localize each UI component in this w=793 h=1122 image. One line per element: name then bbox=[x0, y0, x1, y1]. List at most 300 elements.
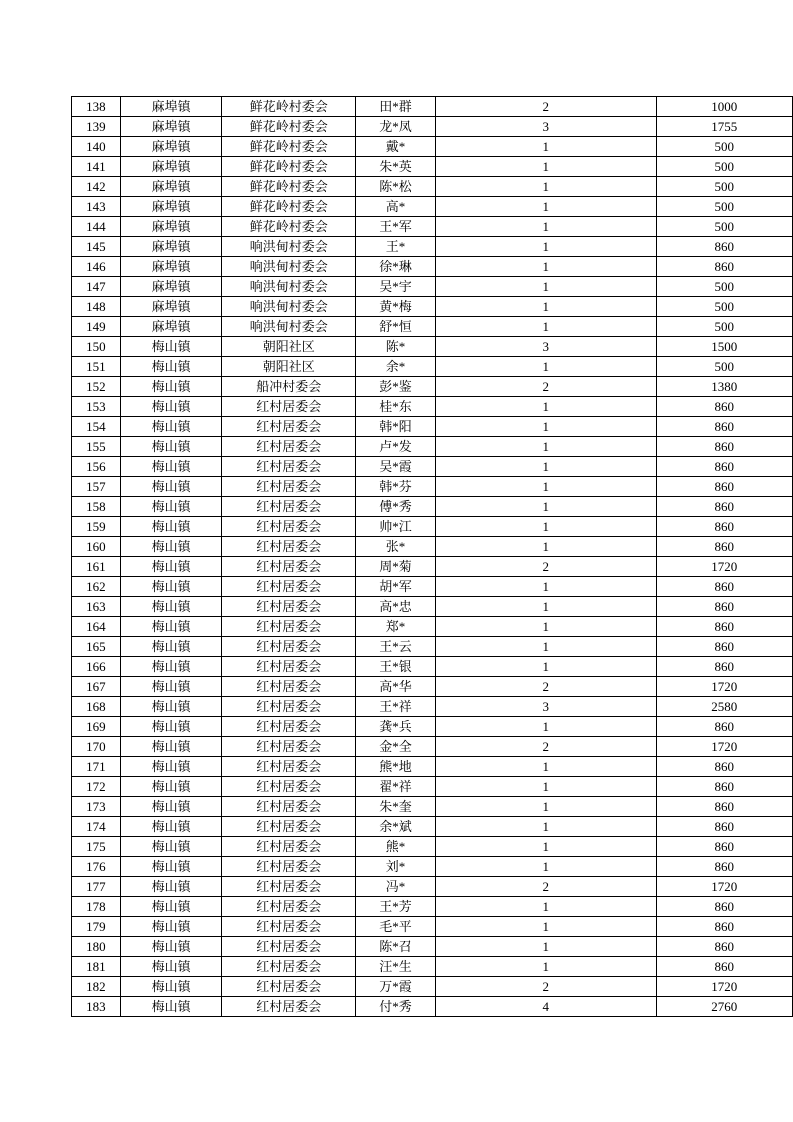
town-cell: 梅山镇 bbox=[120, 737, 222, 757]
row-number-cell: 140 bbox=[72, 137, 121, 157]
village-cell: 鲜花岭村委会 bbox=[222, 97, 356, 117]
person-name-cell: 韩*阳 bbox=[356, 417, 436, 437]
count-cell: 2 bbox=[435, 977, 656, 997]
person-name-cell: 付*秀 bbox=[356, 997, 436, 1017]
village-cell: 红村居委会 bbox=[222, 597, 356, 617]
row-number-cell: 148 bbox=[72, 297, 121, 317]
person-name-cell: 高* bbox=[356, 197, 436, 217]
amount-cell: 860 bbox=[656, 617, 792, 637]
town-cell: 梅山镇 bbox=[120, 477, 222, 497]
count-cell: 1 bbox=[435, 797, 656, 817]
village-cell: 红村居委会 bbox=[222, 937, 356, 957]
amount-cell: 500 bbox=[656, 177, 792, 197]
table-row bbox=[72, 737, 793, 757]
person-name-cell: 王*军 bbox=[356, 217, 436, 237]
person-name-cell: 龙*凤 bbox=[356, 117, 436, 137]
amount-cell: 1720 bbox=[656, 737, 792, 757]
person-name-cell: 毛*平 bbox=[356, 917, 436, 937]
town-cell: 梅山镇 bbox=[120, 877, 222, 897]
amount-cell: 860 bbox=[656, 597, 792, 617]
table-row bbox=[72, 657, 793, 677]
row-number-cell: 157 bbox=[72, 477, 121, 497]
amount-cell: 500 bbox=[656, 317, 792, 337]
village-cell: 红村居委会 bbox=[222, 997, 356, 1017]
row-number-cell: 166 bbox=[72, 657, 121, 677]
count-cell: 1 bbox=[435, 317, 656, 337]
town-cell: 麻埠镇 bbox=[120, 297, 222, 317]
town-cell: 麻埠镇 bbox=[120, 317, 222, 337]
village-cell: 鲜花岭村委会 bbox=[222, 217, 356, 237]
person-name-cell: 彭*鉴 bbox=[356, 377, 436, 397]
count-cell: 1 bbox=[435, 197, 656, 217]
amount-cell: 1720 bbox=[656, 877, 792, 897]
count-cell: 1 bbox=[435, 597, 656, 617]
table-row bbox=[72, 957, 793, 977]
count-cell: 3 bbox=[435, 697, 656, 717]
village-cell: 红村居委会 bbox=[222, 917, 356, 937]
village-cell: 红村居委会 bbox=[222, 537, 356, 557]
row-number-cell: 155 bbox=[72, 437, 121, 457]
person-name-cell: 傅*秀 bbox=[356, 497, 436, 517]
row-number-cell: 167 bbox=[72, 677, 121, 697]
amount-cell: 500 bbox=[656, 197, 792, 217]
row-number-cell: 153 bbox=[72, 397, 121, 417]
table-row bbox=[72, 297, 793, 317]
amount-cell: 1720 bbox=[656, 677, 792, 697]
amount-cell: 860 bbox=[656, 817, 792, 837]
amount-cell: 860 bbox=[656, 837, 792, 857]
row-number-cell: 172 bbox=[72, 777, 121, 797]
village-cell: 红村居委会 bbox=[222, 617, 356, 637]
table-row bbox=[72, 777, 793, 797]
person-name-cell: 黄*梅 bbox=[356, 297, 436, 317]
town-cell: 梅山镇 bbox=[120, 817, 222, 837]
person-name-cell: 陈*松 bbox=[356, 177, 436, 197]
table-row bbox=[72, 697, 793, 717]
row-number-cell: 182 bbox=[72, 977, 121, 997]
amount-cell: 860 bbox=[656, 957, 792, 977]
town-cell: 梅山镇 bbox=[120, 397, 222, 417]
person-name-cell: 金*全 bbox=[356, 737, 436, 757]
count-cell: 1 bbox=[435, 657, 656, 677]
village-cell: 朝阳社区 bbox=[222, 337, 356, 357]
row-number-cell: 178 bbox=[72, 897, 121, 917]
village-cell: 红村居委会 bbox=[222, 677, 356, 697]
row-number-cell: 179 bbox=[72, 917, 121, 937]
person-name-cell: 熊* bbox=[356, 837, 436, 857]
count-cell: 1 bbox=[435, 717, 656, 737]
table-row bbox=[72, 197, 793, 217]
town-cell: 麻埠镇 bbox=[120, 217, 222, 237]
amount-cell: 860 bbox=[656, 717, 792, 737]
person-name-cell: 朱*奎 bbox=[356, 797, 436, 817]
row-number-cell: 160 bbox=[72, 537, 121, 557]
row-number-cell: 165 bbox=[72, 637, 121, 657]
town-cell: 梅山镇 bbox=[120, 777, 222, 797]
table-row bbox=[72, 117, 793, 137]
town-cell: 梅山镇 bbox=[120, 357, 222, 377]
town-cell: 梅山镇 bbox=[120, 857, 222, 877]
table-row bbox=[72, 837, 793, 857]
table-row bbox=[72, 317, 793, 337]
row-number-cell: 151 bbox=[72, 357, 121, 377]
village-cell: 红村居委会 bbox=[222, 737, 356, 757]
row-number-cell: 173 bbox=[72, 797, 121, 817]
village-cell: 响洪甸村委会 bbox=[222, 277, 356, 297]
count-cell: 1 bbox=[435, 397, 656, 417]
count-cell: 2 bbox=[435, 737, 656, 757]
count-cell: 1 bbox=[435, 457, 656, 477]
row-number-cell: 145 bbox=[72, 237, 121, 257]
town-cell: 麻埠镇 bbox=[120, 97, 222, 117]
village-cell: 红村居委会 bbox=[222, 797, 356, 817]
amount-cell: 2760 bbox=[656, 997, 792, 1017]
amount-cell: 1755 bbox=[656, 117, 792, 137]
amount-cell: 500 bbox=[656, 137, 792, 157]
row-number-cell: 143 bbox=[72, 197, 121, 217]
table-row bbox=[72, 357, 793, 377]
village-cell: 红村居委会 bbox=[222, 757, 356, 777]
table-row bbox=[72, 637, 793, 657]
table-row bbox=[72, 757, 793, 777]
count-cell: 1 bbox=[435, 757, 656, 777]
village-cell: 红村居委会 bbox=[222, 857, 356, 877]
person-name-cell: 高*华 bbox=[356, 677, 436, 697]
village-cell: 鲜花岭村委会 bbox=[222, 197, 356, 217]
person-name-cell: 郑* bbox=[356, 617, 436, 637]
person-name-cell: 高*忠 bbox=[356, 597, 436, 617]
row-number-cell: 175 bbox=[72, 837, 121, 857]
table-row bbox=[72, 277, 793, 297]
amount-cell: 860 bbox=[656, 437, 792, 457]
table-row bbox=[72, 157, 793, 177]
amount-cell: 860 bbox=[656, 397, 792, 417]
row-number-cell: 169 bbox=[72, 717, 121, 737]
amount-cell: 860 bbox=[656, 257, 792, 277]
row-number-cell: 149 bbox=[72, 317, 121, 337]
person-name-cell: 陈* bbox=[356, 337, 436, 357]
town-cell: 梅山镇 bbox=[120, 897, 222, 917]
count-cell: 1 bbox=[435, 857, 656, 877]
town-cell: 麻埠镇 bbox=[120, 157, 222, 177]
count-cell: 1 bbox=[435, 177, 656, 197]
count-cell: 1 bbox=[435, 137, 656, 157]
count-cell: 1 bbox=[435, 157, 656, 177]
count-cell: 1 bbox=[435, 217, 656, 237]
town-cell: 梅山镇 bbox=[120, 717, 222, 737]
table-row bbox=[72, 597, 793, 617]
person-name-cell: 吴*霞 bbox=[356, 457, 436, 477]
town-cell: 梅山镇 bbox=[120, 917, 222, 937]
person-name-cell: 余* bbox=[356, 357, 436, 377]
table-row bbox=[72, 557, 793, 577]
person-name-cell: 汪*生 bbox=[356, 957, 436, 977]
table-row bbox=[72, 97, 793, 117]
village-cell: 红村居委会 bbox=[222, 577, 356, 597]
amount-cell: 860 bbox=[656, 857, 792, 877]
amount-cell: 1720 bbox=[656, 977, 792, 997]
table-row bbox=[72, 517, 793, 537]
town-cell: 麻埠镇 bbox=[120, 117, 222, 137]
person-name-cell: 田*群 bbox=[356, 97, 436, 117]
count-cell: 1 bbox=[435, 477, 656, 497]
amount-cell: 860 bbox=[656, 657, 792, 677]
town-cell: 梅山镇 bbox=[120, 797, 222, 817]
amount-cell: 860 bbox=[656, 517, 792, 537]
village-cell: 响洪甸村委会 bbox=[222, 317, 356, 337]
town-cell: 麻埠镇 bbox=[120, 237, 222, 257]
amount-cell: 500 bbox=[656, 277, 792, 297]
row-number-cell: 174 bbox=[72, 817, 121, 837]
amount-cell: 860 bbox=[656, 497, 792, 517]
table-row bbox=[72, 977, 793, 997]
row-number-cell: 162 bbox=[72, 577, 121, 597]
person-name-cell: 徐*琳 bbox=[356, 257, 436, 277]
table-row bbox=[72, 717, 793, 737]
row-number-cell: 138 bbox=[72, 97, 121, 117]
row-number-cell: 161 bbox=[72, 557, 121, 577]
amount-cell: 860 bbox=[656, 537, 792, 557]
person-name-cell: 韩*芬 bbox=[356, 477, 436, 497]
town-cell: 梅山镇 bbox=[120, 617, 222, 637]
count-cell: 1 bbox=[435, 957, 656, 977]
table-row bbox=[72, 337, 793, 357]
village-cell: 船冲村委会 bbox=[222, 377, 356, 397]
table-row bbox=[72, 677, 793, 697]
town-cell: 麻埠镇 bbox=[120, 257, 222, 277]
person-name-cell: 王*银 bbox=[356, 657, 436, 677]
town-cell: 梅山镇 bbox=[120, 957, 222, 977]
person-name-cell: 吴*宇 bbox=[356, 277, 436, 297]
village-cell: 红村居委会 bbox=[222, 497, 356, 517]
table-row bbox=[72, 817, 793, 837]
count-cell: 1 bbox=[435, 237, 656, 257]
person-name-cell: 熊*地 bbox=[356, 757, 436, 777]
person-name-cell: 陈*召 bbox=[356, 937, 436, 957]
person-name-cell: 王* bbox=[356, 237, 436, 257]
amount-cell: 860 bbox=[656, 917, 792, 937]
town-cell: 梅山镇 bbox=[120, 657, 222, 677]
town-cell: 梅山镇 bbox=[120, 497, 222, 517]
row-number-cell: 146 bbox=[72, 257, 121, 277]
amount-cell: 500 bbox=[656, 157, 792, 177]
town-cell: 梅山镇 bbox=[120, 577, 222, 597]
count-cell: 1 bbox=[435, 637, 656, 657]
count-cell: 2 bbox=[435, 557, 656, 577]
person-name-cell: 周*菊 bbox=[356, 557, 436, 577]
amount-cell: 860 bbox=[656, 897, 792, 917]
amount-cell: 860 bbox=[656, 237, 792, 257]
village-cell: 红村居委会 bbox=[222, 777, 356, 797]
village-cell: 红村居委会 bbox=[222, 437, 356, 457]
count-cell: 1 bbox=[435, 897, 656, 917]
town-cell: 梅山镇 bbox=[120, 997, 222, 1017]
town-cell: 梅山镇 bbox=[120, 417, 222, 437]
table-row bbox=[72, 457, 793, 477]
amount-cell: 2580 bbox=[656, 697, 792, 717]
row-number-cell: 171 bbox=[72, 757, 121, 777]
table-row bbox=[72, 917, 793, 937]
town-cell: 梅山镇 bbox=[120, 597, 222, 617]
table-row bbox=[72, 937, 793, 957]
town-cell: 梅山镇 bbox=[120, 537, 222, 557]
town-cell: 梅山镇 bbox=[120, 697, 222, 717]
table-row bbox=[72, 257, 793, 277]
count-cell: 3 bbox=[435, 337, 656, 357]
person-name-cell: 余*斌 bbox=[356, 817, 436, 837]
table-row bbox=[72, 577, 793, 597]
count-cell: 2 bbox=[435, 877, 656, 897]
row-number-cell: 183 bbox=[72, 997, 121, 1017]
row-number-cell: 156 bbox=[72, 457, 121, 477]
village-cell: 红村居委会 bbox=[222, 837, 356, 857]
village-cell: 红村居委会 bbox=[222, 697, 356, 717]
village-cell: 红村居委会 bbox=[222, 557, 356, 577]
village-cell: 红村居委会 bbox=[222, 957, 356, 977]
row-number-cell: 144 bbox=[72, 217, 121, 237]
count-cell: 2 bbox=[435, 97, 656, 117]
person-name-cell: 冯* bbox=[356, 877, 436, 897]
person-name-cell: 王*芳 bbox=[356, 897, 436, 917]
town-cell: 梅山镇 bbox=[120, 377, 222, 397]
table-row bbox=[72, 857, 793, 877]
data-table bbox=[71, 96, 793, 1017]
table-row bbox=[72, 797, 793, 817]
village-cell: 响洪甸村委会 bbox=[222, 237, 356, 257]
village-cell: 朝阳社区 bbox=[222, 357, 356, 377]
table-row bbox=[72, 397, 793, 417]
row-number-cell: 147 bbox=[72, 277, 121, 297]
count-cell: 1 bbox=[435, 357, 656, 377]
row-number-cell: 170 bbox=[72, 737, 121, 757]
amount-cell: 500 bbox=[656, 357, 792, 377]
row-number-cell: 177 bbox=[72, 877, 121, 897]
person-name-cell: 朱*英 bbox=[356, 157, 436, 177]
amount-cell: 1380 bbox=[656, 377, 792, 397]
village-cell: 鲜花岭村委会 bbox=[222, 117, 356, 137]
amount-cell: 860 bbox=[656, 797, 792, 817]
count-cell: 1 bbox=[435, 837, 656, 857]
count-cell: 1 bbox=[435, 777, 656, 797]
count-cell: 4 bbox=[435, 997, 656, 1017]
person-name-cell: 刘* bbox=[356, 857, 436, 877]
amount-cell: 860 bbox=[656, 417, 792, 437]
table-row bbox=[72, 177, 793, 197]
town-cell: 麻埠镇 bbox=[120, 277, 222, 297]
count-cell: 1 bbox=[435, 537, 656, 557]
person-name-cell: 卢*发 bbox=[356, 437, 436, 457]
table-body bbox=[72, 97, 793, 1017]
table-row bbox=[72, 617, 793, 637]
amount-cell: 860 bbox=[656, 937, 792, 957]
town-cell: 梅山镇 bbox=[120, 837, 222, 857]
village-cell: 鲜花岭村委会 bbox=[222, 157, 356, 177]
table-row bbox=[72, 997, 793, 1017]
row-number-cell: 158 bbox=[72, 497, 121, 517]
row-number-cell: 150 bbox=[72, 337, 121, 357]
village-cell: 红村居委会 bbox=[222, 877, 356, 897]
count-cell: 3 bbox=[435, 117, 656, 137]
amount-cell: 860 bbox=[656, 637, 792, 657]
village-cell: 红村居委会 bbox=[222, 457, 356, 477]
town-cell: 梅山镇 bbox=[120, 937, 222, 957]
town-cell: 梅山镇 bbox=[120, 437, 222, 457]
row-number-cell: 142 bbox=[72, 177, 121, 197]
row-number-cell: 176 bbox=[72, 857, 121, 877]
count-cell: 1 bbox=[435, 257, 656, 277]
person-name-cell: 万*霞 bbox=[356, 977, 436, 997]
village-cell: 红村居委会 bbox=[222, 477, 356, 497]
amount-cell: 860 bbox=[656, 757, 792, 777]
town-cell: 梅山镇 bbox=[120, 637, 222, 657]
village-cell: 红村居委会 bbox=[222, 977, 356, 997]
amount-cell: 500 bbox=[656, 297, 792, 317]
amount-cell: 860 bbox=[656, 457, 792, 477]
count-cell: 1 bbox=[435, 497, 656, 517]
count-cell: 1 bbox=[435, 617, 656, 637]
row-number-cell: 159 bbox=[72, 517, 121, 537]
row-number-cell: 181 bbox=[72, 957, 121, 977]
person-name-cell: 桂*东 bbox=[356, 397, 436, 417]
count-cell: 1 bbox=[435, 917, 656, 937]
village-cell: 红村居委会 bbox=[222, 817, 356, 837]
town-cell: 梅山镇 bbox=[120, 337, 222, 357]
row-number-cell: 163 bbox=[72, 597, 121, 617]
row-number-cell: 154 bbox=[72, 417, 121, 437]
person-name-cell: 戴* bbox=[356, 137, 436, 157]
amount-cell: 860 bbox=[656, 777, 792, 797]
village-cell: 响洪甸村委会 bbox=[222, 257, 356, 277]
table-row bbox=[72, 377, 793, 397]
amount-cell: 860 bbox=[656, 577, 792, 597]
person-name-cell: 张* bbox=[356, 537, 436, 557]
town-cell: 梅山镇 bbox=[120, 977, 222, 997]
table-row bbox=[72, 137, 793, 157]
row-number-cell: 168 bbox=[72, 697, 121, 717]
village-cell: 红村居委会 bbox=[222, 657, 356, 677]
village-cell: 鲜花岭村委会 bbox=[222, 177, 356, 197]
table-row bbox=[72, 477, 793, 497]
amount-cell: 1000 bbox=[656, 97, 792, 117]
count-cell: 1 bbox=[435, 937, 656, 957]
table-row bbox=[72, 237, 793, 257]
table-row bbox=[72, 217, 793, 237]
count-cell: 2 bbox=[435, 377, 656, 397]
village-cell: 鲜花岭村委会 bbox=[222, 137, 356, 157]
amount-cell: 860 bbox=[656, 477, 792, 497]
table-row bbox=[72, 897, 793, 917]
village-cell: 红村居委会 bbox=[222, 637, 356, 657]
village-cell: 红村居委会 bbox=[222, 417, 356, 437]
count-cell: 1 bbox=[435, 417, 656, 437]
count-cell: 1 bbox=[435, 517, 656, 537]
table-row bbox=[72, 437, 793, 457]
person-name-cell: 帅*江 bbox=[356, 517, 436, 537]
row-number-cell: 152 bbox=[72, 377, 121, 397]
amount-cell: 1720 bbox=[656, 557, 792, 577]
town-cell: 梅山镇 bbox=[120, 757, 222, 777]
count-cell: 1 bbox=[435, 277, 656, 297]
person-name-cell: 龚*兵 bbox=[356, 717, 436, 737]
person-name-cell: 胡*军 bbox=[356, 577, 436, 597]
count-cell: 1 bbox=[435, 817, 656, 837]
row-number-cell: 139 bbox=[72, 117, 121, 137]
count-cell: 1 bbox=[435, 297, 656, 317]
row-number-cell: 180 bbox=[72, 937, 121, 957]
village-cell: 响洪甸村委会 bbox=[222, 297, 356, 317]
person-name-cell: 舒*恒 bbox=[356, 317, 436, 337]
amount-cell: 1500 bbox=[656, 337, 792, 357]
